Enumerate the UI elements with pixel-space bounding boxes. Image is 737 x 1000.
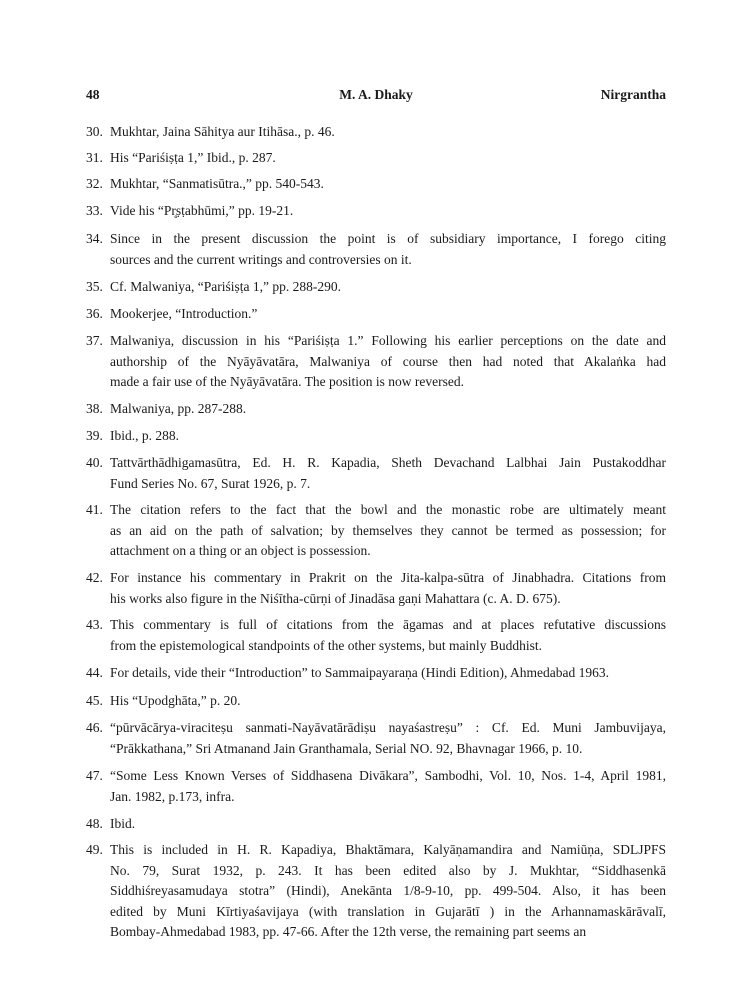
endnote-35 [86,277,666,298]
endnote-number: 49. [86,842,103,857]
endnote-line: his works also figure in the Niśītha-cūrṇi of Jinadāsa gaṇi Mahattara (c. A. D. 675). [110,590,561,606]
endnote-text [110,426,666,447]
endnote-33 [86,201,666,222]
endnote-38 [86,399,666,420]
endnote-line: attachment on a thing or an object is possession. [110,543,371,558]
endnote-number: 30. [86,124,103,139]
endnote-text [110,304,666,325]
endnote-number: 35. [86,279,103,294]
page-number: 48 [86,87,100,102]
endnote-44 [86,663,666,684]
endnote-36 [86,304,666,325]
endnote-39 [86,426,666,447]
endnote-43 [86,615,666,656]
journal-title: Nirgrantha [600,87,666,102]
endnote-line: Mukhtar, Jaina Sāhitya aur Itihāsa., p. 46. [110,124,335,139]
endnote-49 [86,840,666,943]
endnote-number: 48. [86,816,103,831]
endnote-line: sources and the current writings and controversies on it. [110,251,412,267]
endnote-text [110,766,666,807]
endnote-number: 34. [86,231,103,246]
endnote-line: Siddhiśreyasamudaya stotra” (Hindi), Anekānta 1/8-9-10, pp. 499-504. Also, it has been [110,883,666,898]
endnote-text [110,331,666,393]
endnote-line: edited by Muni Kīrtiyaśavijaya (with translation in Gujarātī ) in the Arhannamaskārāvalī, [110,903,666,919]
endnote-31 [86,148,666,169]
endnote-30 [86,122,666,143]
endnote-line: Since in the present discussion the point is of subsidiary importance, I forego citing [110,231,666,246]
endnote-text [110,568,666,609]
endnote-line: from the epistemological standpoints of the other systems, but mainly Buddhist. [110,637,542,653]
endnote-line: “pūrvācārya-viraciteṣu sanmati-Nayāvatārādiṣu nayaśastreṣu” : Cf. Ed. Muni Jambuvijaya, [110,720,666,735]
endnote-32 [86,174,666,195]
endnote-number: 39. [86,428,103,443]
endnote-37 [86,331,666,393]
endnote-number: 44. [86,665,103,680]
endnote-text [110,814,666,835]
endnote-text [110,691,666,712]
endnote-text [110,277,666,298]
endnote-number: 33. [86,203,103,218]
endnote-line: Jan. 1982, p.173, infra. [110,788,235,804]
endnote-text [110,718,666,759]
endnote-line: Malwaniya, pp. 287-288. [110,401,247,416]
author-name: M. A. Dhaky [339,87,413,102]
endnote-line: No. 79, Surat 1932, p. 243. It has been edited also by J. Mukhtar, “Siddhasenkā [110,862,666,878]
endnote-text [110,201,666,222]
endnote-text [110,174,666,195]
endnote-number: 42. [86,570,103,585]
endnote-number: 32. [86,176,103,191]
endnote-text [110,229,666,270]
endnote-line: Cf. Malwaniya, “Pariśiṣṭa 1,” pp. 288-290. [110,279,341,294]
endnote-number: 41. [86,502,103,517]
endnote-48 [86,814,666,835]
endnote-line: Vide his “Pr̥ṣṭabhūmi,” pp. 19-21. [110,203,294,218]
endnote-line: “Prākkathana,” Sri Atmanand Jain Granthamala, Serial NO. 92, Bhavnagar 1966, p. 10. [110,740,583,756]
endnote-line: This commentary is full of citations from the āgamas and at places refutative discussions [110,617,666,632]
endnote-number: 46. [86,720,103,735]
endnote-line: Tattvārthādhigamasūtra, Ed. H. R. Kapadia, Sheth Devachand Lalbhai Jain Pustakoddhar [110,455,666,470]
endnote-line: Malwaniya, discussion in his “Pariśiṣṭa 1.” Following his earlier perceptions on the date and [110,333,666,348]
endnote-42 [86,568,666,609]
endnote-number: 38. [86,401,103,416]
endnote-line: made a fair use of the Nyāyāvatāra. The position is now reversed. [110,374,464,389]
endnote-line: Ibid. [110,816,136,831]
endnote-line: Ibid., p. 288. [110,428,179,443]
endnote-line: The citation refers to the fact that the bowl and the monastic robe are ultimately meant [110,502,666,517]
endnote-line: This is included in H. R. Kapadiya, Bhaktāmara, Kalyāṇamandira and Namiūṇa, SDLJPFS [110,842,666,857]
endnote-number: 31. [86,150,103,165]
endnote-line: authorship of the Nyāyāvatāra, Malwaniya of course then had noted that Akalaṅka had [110,353,666,369]
endnote-line: Mookerjee, “Introduction.” [110,306,258,321]
endnote-line: “Some Less Known Verses of Siddhasena Divākara”, Sambodhi, Vol. 10, Nos. 1-4, April 1981, [110,768,666,783]
endnote-number: 40. [86,455,103,470]
endnote-line: For instance his commentary in Prakrit on the Jita-kalpa-sūtra of Jinabhadra. Citations from [110,570,666,585]
endnote-number: 45. [86,693,103,708]
endnote-text [110,840,666,943]
endnote-text [110,148,666,169]
endnote-text [110,399,666,420]
page-header [86,87,666,107]
endnote-line: For details, vide their “Introduction” to Sammaipayaraṇa (Hindi Edition), Ahmedabad 1963. [110,665,609,680]
endnote-number: 43. [86,617,103,632]
endnote-text [110,663,666,684]
endnote-47 [86,766,666,807]
endnote-45 [86,691,666,712]
endnote-34 [86,229,666,270]
endnote-41 [86,500,666,562]
endnote-number: 36. [86,306,103,321]
endnote-text [110,500,666,562]
endnote-46 [86,718,666,759]
endnote-line: as an aid on the path of salvation; by themselves they cannot be termed as possession; for [110,522,666,538]
endnote-number: 47. [86,768,103,783]
endnote-line: Fund Series No. 67, Surat 1926, p. 7. [110,475,311,491]
endnote-40 [86,453,666,494]
endnote-line: Bombay-Ahmedabad 1983, pp. 47-66. After the 12th verse, the remaining part seems an [110,924,587,939]
endnote-text [110,453,666,494]
endnote-text [110,615,666,656]
endnote-number: 37. [86,333,103,348]
endnote-line: Mukhtar, “Sanmatisūtra.,” pp. 540-543. [110,176,324,191]
endnote-line: His “Pariśiṣṭa 1,” Ibid., p. 287. [110,150,276,165]
endnote-line: His “Upodghāta,” p. 20. [110,693,241,708]
endnote-text [110,122,666,143]
